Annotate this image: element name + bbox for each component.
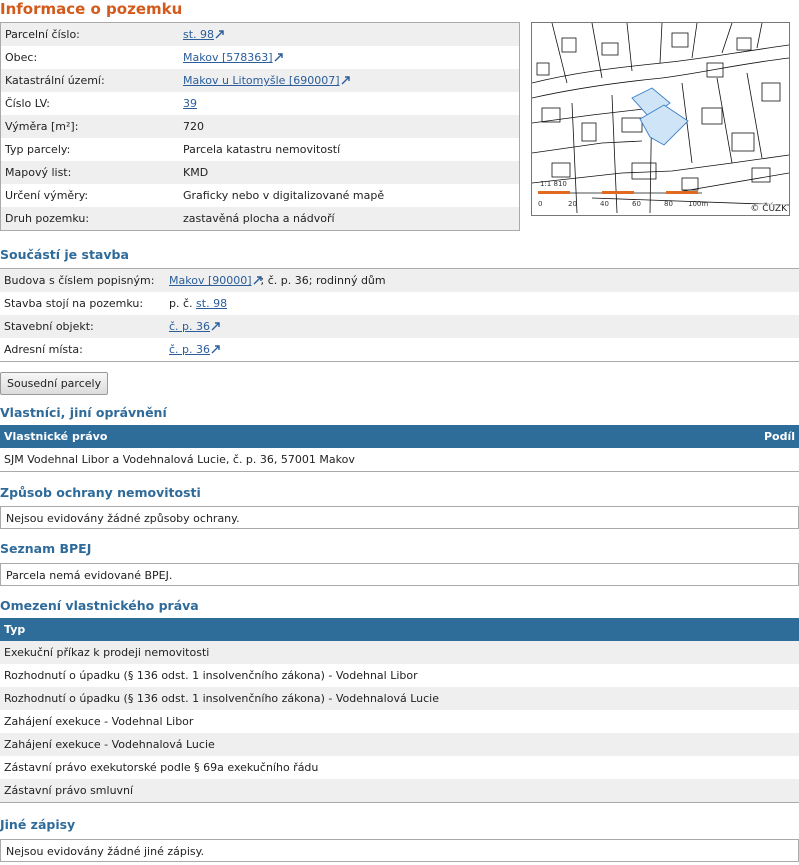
parcel-info-value: 720 xyxy=(183,120,204,133)
cadastral-map-graphic xyxy=(532,23,789,215)
map-copyright: © ČÚZK xyxy=(750,204,787,214)
restriction-row xyxy=(0,664,799,687)
parcel-info-label: Katastrální území: xyxy=(5,74,105,87)
other-text: Nejsou evidovány žádné jiné zápisy. xyxy=(0,839,799,862)
building-table xyxy=(0,268,799,362)
map-scale: 1:1 810 xyxy=(540,180,567,188)
parcel-info-link[interactable]: Makov [578363] xyxy=(183,51,273,64)
building-row-address: Adresní místa: č. p. 36 xyxy=(0,338,799,362)
restriction-type: Zahájení exekuce - Vodehnal Libor xyxy=(4,715,194,728)
external-link-icon xyxy=(253,276,261,284)
building-link[interactable]: Makov [90000] xyxy=(169,274,252,287)
restriction-type: Zástavní právo smluvní xyxy=(4,784,134,797)
parcel-info-label: Mapový list: xyxy=(5,166,72,179)
building-row-parcel: Stavba stojí na pozemku: p. č. st. 98 xyxy=(0,292,799,315)
parcel-info-value: Parcela katastru nemovitostí xyxy=(183,143,341,156)
parcel-info-link[interactable]: 39 xyxy=(183,97,197,110)
external-link-icon xyxy=(211,322,219,330)
restriction-row xyxy=(0,779,799,803)
parcel-info-label: Číslo LV: xyxy=(5,97,51,110)
restrictions-table xyxy=(0,618,799,803)
parcel-info-row xyxy=(1,184,520,207)
parcel-info-row xyxy=(1,23,520,47)
parcel-info-value: zastavěná plocha a nádvoří xyxy=(183,212,335,225)
building-section-title: Součástí je stavba xyxy=(0,247,129,262)
parcel-info-row xyxy=(1,46,520,69)
owners-col-right: Vlastnické právo xyxy=(0,425,592,448)
restriction-row xyxy=(0,641,799,664)
external-link-icon xyxy=(341,76,349,84)
parcel-info-link[interactable]: st. 98 xyxy=(183,28,215,41)
parcel-info-label: Druh pozemku: xyxy=(5,212,90,225)
restriction-type: Zástavní právo exekutorské podle § 69a exekučního řádu xyxy=(4,761,319,774)
restriction-row xyxy=(0,687,799,710)
page-title: Informace o pozemku xyxy=(0,0,183,18)
address-link[interactable]: č. p. 36 xyxy=(169,343,211,356)
parcel-map[interactable]: 1:1 810 0 20 40 60 80 100m © ČÚZK xyxy=(531,22,790,216)
bpej-text: Parcela nemá evidované BPEJ. xyxy=(0,563,799,586)
parcel-info-table xyxy=(0,22,520,231)
parcel-info-row xyxy=(1,92,520,115)
owners-col-share: Podíl xyxy=(592,425,799,448)
restriction-type: Zahájení exekuce - Vodehnalová Lucie xyxy=(4,738,215,751)
restrictions-section-title: Omezení vlastnického práva xyxy=(0,598,199,613)
restriction-row xyxy=(0,710,799,733)
owners-table xyxy=(0,425,799,472)
protection-text: Nejsou evidovány žádné způsoby ochrany. xyxy=(0,506,799,529)
parcel-info-label: Určení výměry: xyxy=(5,189,89,202)
building-object-link[interactable]: č. p. 36 xyxy=(169,320,211,333)
parcel-info-row xyxy=(1,161,520,184)
restriction-row xyxy=(0,733,799,756)
building-row-object: Stavební objekt: č. p. 36 xyxy=(0,315,799,338)
parcel-info-label: Parcelní číslo: xyxy=(5,28,80,41)
restriction-type: Rozhodnutí o úpadku (§ 136 odst. 1 insolvenčního zákona) - Vodehnalová Lucie xyxy=(4,692,439,705)
restriction-type: Exekuční příkaz k prodeji nemovitosti xyxy=(4,646,210,659)
restrictions-col-type: Typ xyxy=(0,618,799,641)
protection-section-title: Způsob ochrany nemovitosti xyxy=(0,485,201,500)
parcel-info-row xyxy=(1,207,520,231)
parcel-info-row xyxy=(1,115,520,138)
bpej-section-title: Seznam BPEJ xyxy=(0,541,92,556)
external-link-icon xyxy=(211,345,219,353)
external-link-icon xyxy=(215,30,223,38)
building-row-house: Budova s číslem popisným: Makov [90000] ; č. p. 36; rodinný dům xyxy=(0,269,799,293)
restriction-row xyxy=(0,756,799,779)
parcel-info-row xyxy=(1,69,520,92)
parcel-info-label: Obec: xyxy=(5,51,38,64)
parcel-info-value: KMD xyxy=(183,166,209,179)
parcel-info-value: Graficky nebo v digitalizované mapě xyxy=(183,189,385,202)
owners-section-title: Vlastníci, jiní oprávnění xyxy=(0,405,167,420)
parcel-info-label: Výměra [m²]: xyxy=(5,120,79,133)
restriction-type: Rozhodnutí o úpadku (§ 136 odst. 1 insolvenčního zákona) - Vodehnal Libor xyxy=(4,669,418,682)
building-parcel-link[interactable]: st. 98 xyxy=(196,297,228,310)
external-link-icon xyxy=(274,53,282,61)
parcel-info-row xyxy=(1,138,520,161)
parcel-info-label: Typ parcely: xyxy=(5,143,71,156)
parcel-info-link[interactable]: Makov u Litomyšle [690007] xyxy=(183,74,340,87)
neighbor-parcels-button[interactable]: Sousední parcely xyxy=(0,372,108,395)
owner-row: SJM Vodehnal Libor a Vodehnalová Lucie, č. p. 36, 57001 Makov xyxy=(0,448,799,472)
other-section-title: Jiné zápisy xyxy=(0,817,76,832)
